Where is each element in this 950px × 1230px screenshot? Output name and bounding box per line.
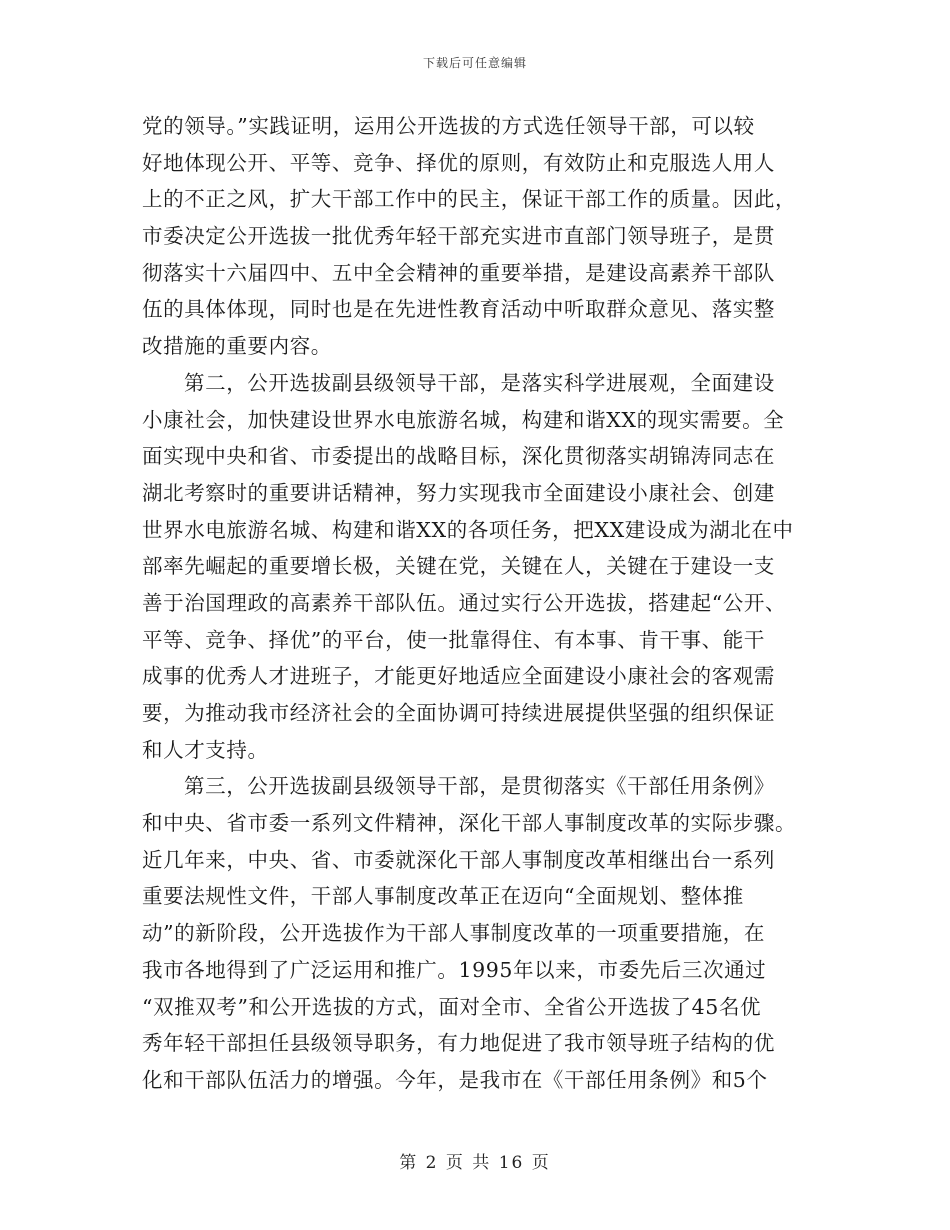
- text-line: 善于治国理政的高素养干部队伍。通过实行公开选拔，搭建起“公开、: [142, 590, 787, 615]
- page-header: 下载后可任意编辑: [422, 56, 527, 70]
- text-line: “双推双考”和公开选拔的方式，面对全市、全省公开选拔了45名优: [142, 994, 762, 1019]
- page-number-footer: 第 2 页 共 16 页: [399, 1153, 551, 1173]
- text-line: 小康社会，加快建设世界水电旅游名城，构建和谐XX的现实需要。全: [142, 407, 785, 432]
- text-line: 上的不正之风，扩大干部工作中的民主，保证干部工作的质量。因此，: [142, 187, 797, 212]
- text-line: 面实现中央和省、市委提出的战略目标，深化贯彻落实胡锦涛同志在: [142, 444, 775, 469]
- text-line: 彻落实十六届四中、五中全会精神的重要举措，是建设高素养干部队: [142, 260, 775, 285]
- text-line: 改措施的重要内容。: [142, 334, 332, 359]
- text-line: 成事的优秀人才进班子，才能更好地适应全面建设小康社会的客观需: [142, 664, 775, 689]
- text-line: 要，为推动我市经济社会的全面协调可持续进展提供坚强的组织保证: [142, 701, 775, 725]
- text-line: 世界水电旅游名城、构建和谐XX的各项任务，把XX建设成为湖北在中: [142, 517, 794, 542]
- text-line: 重要法规性文件，干部人事制度改革正在迈向“全面规划、整体推: [142, 884, 744, 909]
- text-line: 湖北考察时的重要讲话精神，努力实现我市全面建设小康社会、创建: [142, 480, 775, 505]
- text-line: 近几年来，中央、省、市委就深化干部人事制度改革相继出台一系列: [142, 847, 775, 872]
- text-line: 平等、竞争、择优”的平台，使一批靠得住、有本事、肯干事、能干: [142, 627, 765, 652]
- text-line: 好地体现公开、平等、竞争、择优的原则，有效防止和克服选人用人: [142, 150, 775, 175]
- paragraph-start-line: 第二，公开选拔副县级领导干部，是落实科学进展观，全面建设: [184, 370, 775, 395]
- document-body: [142, 108, 812, 1099]
- text-line: 部率先崛起的重要增长极，关键在党，关键在人，关键在于建设一支: [142, 554, 775, 579]
- text-line: 动”的新阶段，公开选拔作为干部人事制度改革的一项重要措施，在: [142, 921, 765, 946]
- text-line: 伍的具体体现，同时也是在先进性教育活动中听取群众意见、落实整: [142, 297, 775, 322]
- text-line: 和人才支持。: [142, 737, 269, 762]
- text-line: 党的领导。”实践证明，运用公开选拔的方式选任领导干部，可以较: [142, 114, 755, 138]
- text-line: 化和干部队伍活力的增强。今年，是我市在《干部任用条例》和5个: [142, 1067, 768, 1092]
- text-line: 市委决定公开选拔一批优秀年轻干部充实进市直部门领导班子，是贯: [142, 224, 775, 249]
- text-line: 我市各地得到了广泛运用和推广。1995年以来，市委先后三次通过: [142, 957, 767, 982]
- paragraph-start-line: 第三，公开选拔副县级领导干部，是贯彻落实《干部任用条例》: [184, 774, 775, 799]
- text-line: 秀年轻干部担任县级领导职务，有力地促进了我市领导班子结构的优: [142, 1031, 775, 1056]
- text-line: 和中央、省市委一系列文件精神，深化干部人事制度改革的实际步骤。: [142, 811, 797, 836]
